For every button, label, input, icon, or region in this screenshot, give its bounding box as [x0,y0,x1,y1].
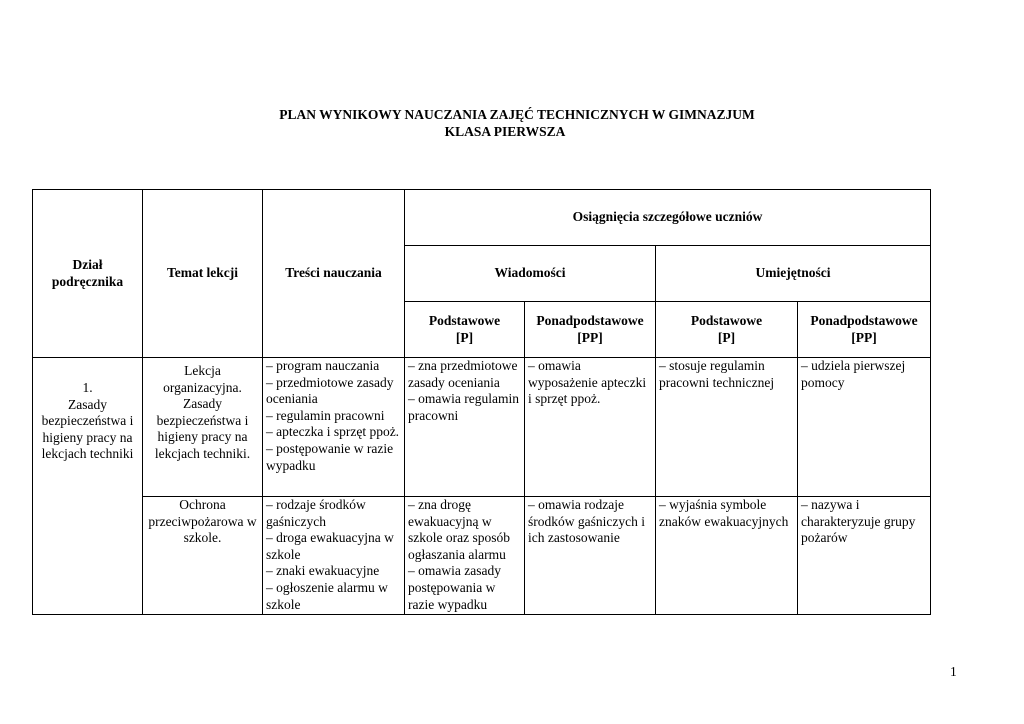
dzial-cell [33,358,143,615]
list-item: – omawia rodzaje środków gaśniczych i ich zastosowanie [528,497,645,546]
w-ponadpodstawowe-cell [525,497,656,615]
w-ponadpodstawowe-cell [525,358,656,497]
list-item: – zna przedmiotowe zasady oceniania [408,358,518,390]
page-number: 1 [950,664,957,679]
list-item: – przedmiotowe zasady oceniania [266,374,394,407]
table-row [33,358,931,497]
header-w-podstawowe [405,302,525,358]
header-w-podstawowe-code: [P] [455,329,474,345]
document-title [0,106,1024,140]
list-item: – rodzaje środków gaśniczych [266,497,366,529]
list-item: – omawia zasady postępowania w razie wypadku [408,563,501,612]
list-item: – znaki ewakuacyjne [266,563,380,579]
u-podstawowe-cell [656,358,798,497]
dzial-number: 1. [82,380,93,395]
u-ponadpodstawowe-cell [798,497,931,615]
list-item: – droga ewakuacyjna w szkole [266,530,394,562]
header-dzial: Dział podręcznika [33,190,143,358]
list-item: – ogłoszenie alarmu w szkole [266,579,388,612]
header-w-ponadpodstawowe-label: Ponadpodstawowe [536,312,644,328]
list-item: – stosuje regulamin pracowni technicznej [659,358,775,390]
header-u-ponadpodstawowe-code: [PP] [851,329,877,345]
list-item: – udziela pierwszej pomocy [801,358,906,390]
list-item: – apteczka i sprzęt ppoż. [266,424,400,440]
u-ponadpodstawowe-cell [798,358,931,497]
header-u-podstawowe [656,302,798,358]
tresci-cell [263,497,405,615]
dzial-name: Zasady bezpieczeństwa i higieny pracy na lekcjach techniki [41,396,134,462]
tresci-cell [263,358,405,497]
list-item: – program nauczania [266,358,380,373]
list-item: – wyjaśnia symbole znaków ewakuacyjnych [659,497,789,529]
header-w-podstawowe-label: Podstawowe [428,312,501,328]
header-osiagniecia: Osiągnięcia szczegółowe uczniów [405,190,931,246]
header-u-ponadpodstawowe [798,302,931,358]
header-w-ponadpodstawowe-code: [PP] [577,329,603,345]
u-podstawowe-cell [656,497,798,615]
list-item: – omawia regulamin pracowni [408,391,519,423]
header-u-podstawowe-label: Podstawowe [690,312,763,328]
title-line-2: KLASA PIERWSZA [444,124,566,139]
list-item: – nazywa i charakteryzuje grupy pożarów [801,497,916,546]
w-podstawowe-cell [405,497,525,615]
header-wiadomosci: Wiadomości [405,246,656,302]
title-line-1: PLAN WYNIKOWY NAUCZANIA ZAJĘĆ TECHNICZNYCH W GIMNAZJUM [279,107,755,122]
list-item: – regulamin pracowni [266,407,385,423]
header-temat: Temat lekcji [143,190,263,358]
plan-table [32,189,931,615]
header-tresci: Treści nauczania [263,190,405,358]
table-row [33,497,931,615]
w-podstawowe-cell [405,358,525,497]
header-u-ponadpodstawowe-label: Ponadpodstawowe [810,312,918,328]
list-item: – zna drogę ewakuacyjną w szkole oraz sposób ogłaszania alarmu [408,497,510,562]
list-item: – omawia wyposażenie apteczki i sprzęt ppoż. [528,358,647,407]
temat-cell: Lekcja organizacyjna. Zasady bezpieczeństwa i higieny pracy na lekcjach techniki. [143,358,263,497]
list-item: – postępowanie w razie wypadku [266,440,394,473]
header-w-ponadpodstawowe [525,302,656,358]
header-u-podstawowe-code: [P] [717,329,736,345]
temat-cell: Ochrona przeciwpożarowa w szkole. [143,497,263,615]
header-umiejetnosci: Umiejętności [656,246,931,302]
